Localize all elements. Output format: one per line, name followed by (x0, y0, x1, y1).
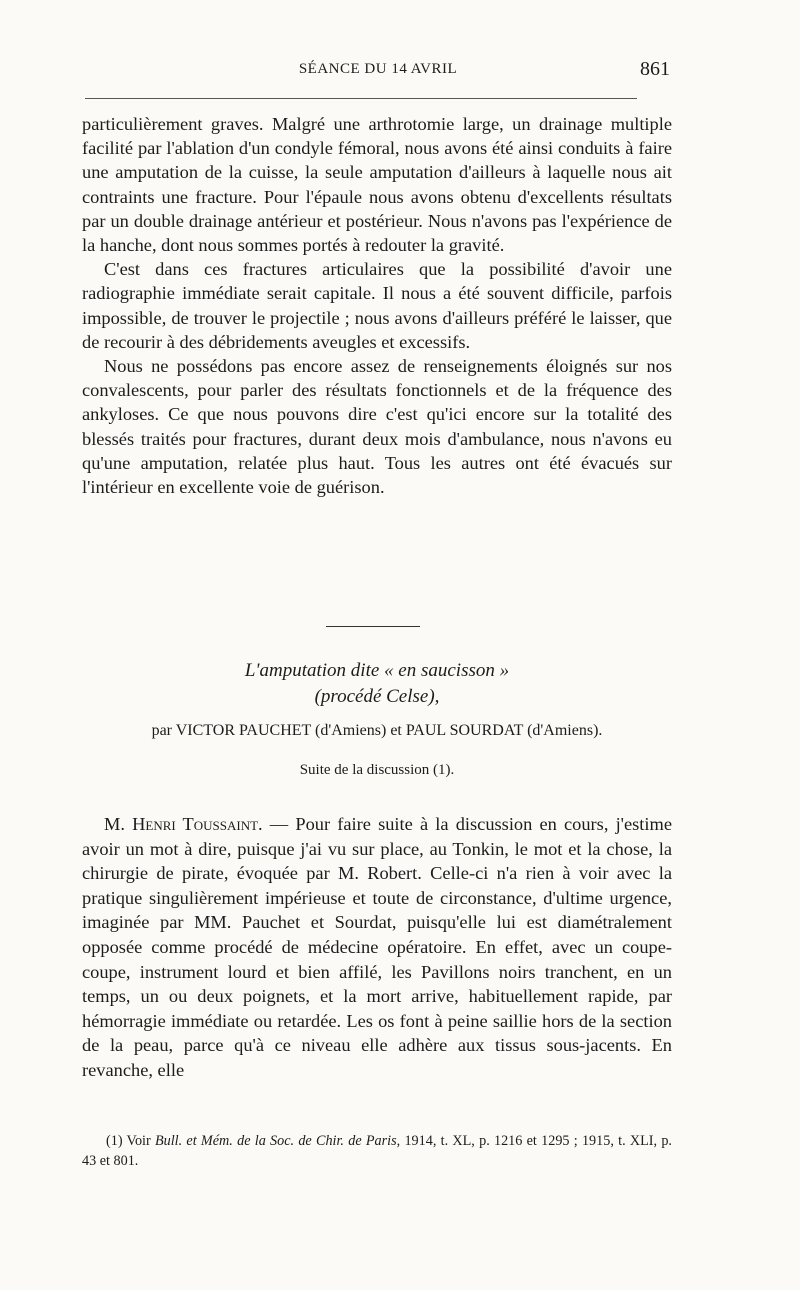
discussion-paragraph (82, 812, 672, 1083)
header-rule (85, 98, 637, 99)
speaker-name: M. Henri Toussaint. (104, 814, 263, 834)
article-title-line2: (procédé Celse), (314, 686, 440, 707)
footnote-refs: , 1914, t. XL, p. 1216 et 1295 ; 1915, t. XLI, p. 43 et 801. (82, 1133, 672, 1169)
paragraph-continuation: particulièrement graves. Malgré une arthrotomie large, un drainage multiple facilité par l'ablation d'un condyle fémoral, nous avons été ainsi conduits à faire une amputation de la cuisse, la seule amputation d'ailleurs à laquelle nous ait contraints une fracture. Pour l'épaule nous avons obtenu d'excellents résultats par un double drainage antérieur et postérieur. Nous n'avons pas l'expérience de la hanche, dont nous sommes portés à redouter la gravité. (82, 114, 672, 256)
discussion-subtitle: Suite de la discussion (1). (299, 762, 455, 778)
footnote-paragraph (82, 1131, 672, 1171)
paragraph-convalescents: Nous ne possédons pas encore assez de renseignements éloignés sur nos convalescents, pour parler des résultats fonctionnels et de la fréquence des ankyloses. Ce que nous pouvons dire c'est qu'ici encore sur la totalité des blessés traités pour fractures, durant deux mois d'ambulance, nous n'avons eu qu'une amputation, relatée plus haut. Tous les autres ont été évacués sur l'intérieur en excellente voie de guérison. (82, 356, 672, 498)
paragraph-articular-fractures: C'est dans ces fractures articulaires que la possibilité d'avoir une radiographie immédiate serait capitale. Il nous a été souvent difficile, parfois impossible, de trouver le projectile ; nous avons d'ailleurs préféré le laisser, que de recourir à des débridements aveugles et excessifs. (82, 259, 672, 352)
running-title: SÉANCE DU 14 AVRIL (298, 61, 458, 77)
body-text (82, 112, 672, 499)
discussion-text (82, 812, 672, 1083)
running-header (82, 58, 674, 84)
footnote (82, 1131, 672, 1171)
article-byline: par VICTOR PAUCHET (d'Amiens) et PAUL SOURDAT (d'Amiens). (151, 722, 603, 739)
footnote-marker: (1) Voir (106, 1133, 155, 1149)
section-separator (326, 626, 420, 627)
footnote-journal: Bull. et Mém. de la Soc. de Chir. de Paris (154, 1133, 397, 1149)
page-number: 861 (640, 58, 670, 80)
discussion-body: — Pour faire suite à la discussion en cours, j'estime avoir un mot à dire, puisque j'ai vu sur place, au Tonkin, le mot et la chose, la chirurgie de pirate, évoquée par M. Robert. Celle-ci n'a rien à voir avec la pratique singulièrement impérieuse et toute de circonstance, d'ultime urgence, imaginée par MM. Pauchet et Sourdat, puisqu'elle lui est diamétralement opposée comme procédé de médecine opératoire. En effet, avec un coupe-coupe, instrument lourd et bien affilé, les Pavillons noirs tranchent, en un temps, un ou deux poignets, et la mort arrive, habituellement rapide, par hémorragie immédiate ou retardée. Les os font à peine saillie hors de la section de la peau, parce qu'à ce niveau elle adhère aux tissus sous-jacents. En revanche, elle (82, 814, 672, 1080)
article-title-line1: L'amputation dite « en saucisson » (244, 660, 510, 681)
